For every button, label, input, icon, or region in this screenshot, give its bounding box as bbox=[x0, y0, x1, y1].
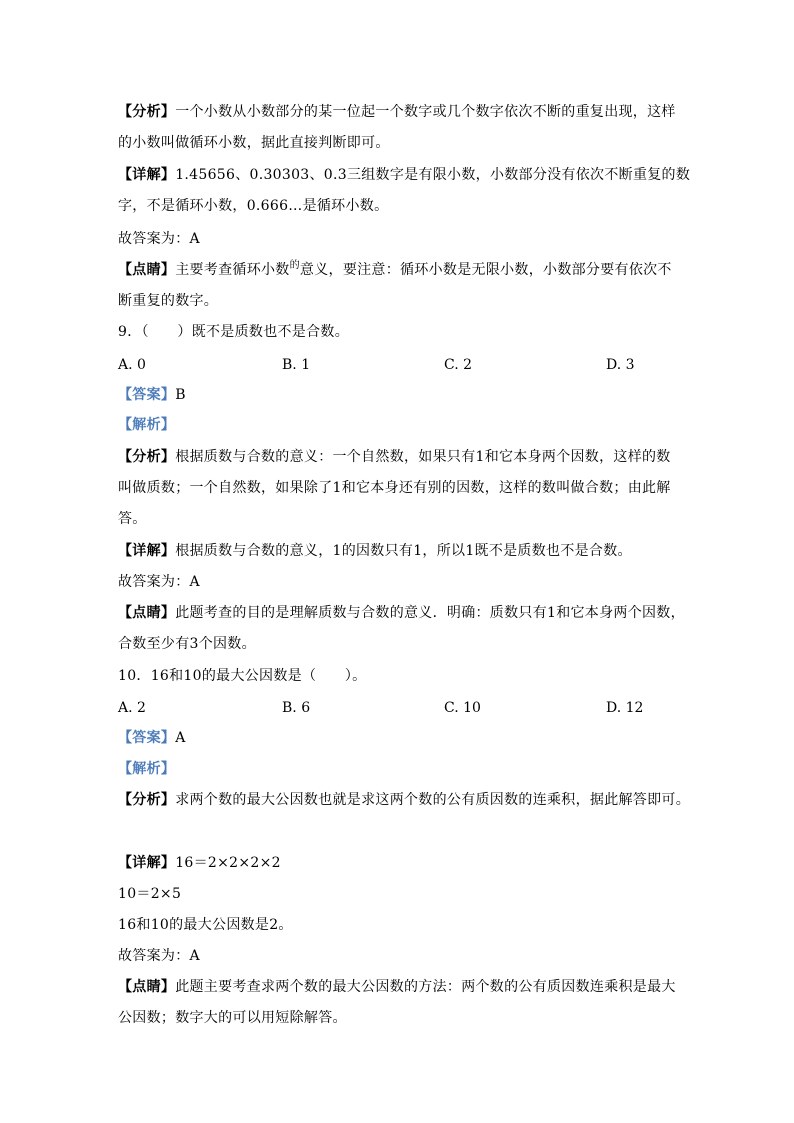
q8-analysis-line2: 的小数叫做循环小数，据此直接判断即可。 bbox=[118, 135, 390, 151]
detail-tag: 【详解】 bbox=[118, 543, 176, 559]
analysis-tag: 【分析】 bbox=[118, 792, 176, 808]
q10-analysis-line1 bbox=[118, 790, 690, 810]
q8-comment-line2: 断重复的数字。 bbox=[118, 293, 219, 309]
q10-detail-line2: 10＝2×5 bbox=[118, 886, 182, 902]
answer-tag: 【答案】 bbox=[118, 730, 176, 746]
analysis-text: 求两个数的最大公因数也就是求这两个数的公有质因数的连乘积，据此解答即可。 bbox=[175, 792, 691, 808]
detail-tag: 【详解】 bbox=[118, 855, 176, 871]
detail-text: 1.45656、0.30303、0.3三组数字是有限小数，小数部分没有依次不断重复的数 bbox=[175, 167, 691, 183]
q10-comment-line2: 公因数；数字大的可以用短除解答。 bbox=[118, 1010, 347, 1026]
q10-option-d: D. 12 bbox=[606, 700, 644, 716]
q8-comment-line1 bbox=[118, 260, 672, 282]
q10-stem: 10．16和10的最大公因数是（ ）。 bbox=[118, 668, 367, 684]
q8-detail-line2: 字，不是循环小数，0.666…是循环小数。 bbox=[118, 198, 389, 214]
q9-analysis-line3: 答。 bbox=[118, 511, 147, 527]
comment-superscript: 的 bbox=[289, 260, 300, 271]
analysis-tag: 【分析】 bbox=[118, 104, 176, 120]
answer-tag: 【答案】 bbox=[118, 387, 176, 403]
detail-text: 16＝2×2×2×2 bbox=[175, 855, 281, 871]
comment-tag: 【点睛】 bbox=[118, 605, 176, 621]
comment-text-a: 主要考查循环小数 bbox=[175, 262, 290, 278]
answer-value: B bbox=[175, 387, 186, 403]
q9-option-d: D. 3 bbox=[606, 357, 635, 373]
q9-option-a: A. 0 bbox=[118, 357, 146, 373]
analysis-text: 一个小数从小数部分的某一位起一个数字或几个数字依次不断的重复出现，这样 bbox=[175, 104, 676, 120]
comment-text-b: 意义，要注意：循环小数是无限小数，小数部分要有依次不 bbox=[299, 262, 672, 278]
q10-option-c: C. 10 bbox=[444, 700, 481, 716]
explain-tag: 【解析】 bbox=[118, 417, 176, 433]
q10-answer bbox=[118, 728, 186, 748]
explain-tag: 【解析】 bbox=[118, 761, 176, 777]
q8-detail-line1 bbox=[118, 165, 690, 185]
detail-tag: 【详解】 bbox=[118, 167, 176, 183]
analysis-tag: 【分析】 bbox=[118, 449, 176, 465]
comment-text: 此题主要考查求两个数的最大公因数的方法：两个数的公有质因数连乘积是最大 bbox=[175, 979, 676, 995]
q8-analysis-line1 bbox=[118, 102, 676, 122]
q10-final-answer: 故答案为：A bbox=[118, 948, 200, 964]
q10-option-b: B. 6 bbox=[282, 700, 311, 716]
q9-comment-line2: 合数至少有3个因数。 bbox=[118, 636, 256, 652]
q9-detail-line1 bbox=[118, 541, 632, 561]
q9-analysis-line1 bbox=[118, 447, 671, 467]
q9-stem: 9．（ ）既不是质数也不是合数。 bbox=[118, 324, 350, 340]
comment-tag: 【点睛】 bbox=[118, 262, 176, 278]
comment-text: 此题考查的目的是理解质数与合数的意义．明确：质数只有1和它本身两个因数， bbox=[175, 605, 685, 621]
q9-analysis-line2: 叫做质数；一个自然数，如果除了1和它本身还有别的因数，这样的数叫做合数；由此解 bbox=[118, 480, 671, 496]
q9-final-answer: 故答案为：A bbox=[118, 574, 200, 590]
analysis-text: 根据质数与合数的意义：一个自然数，如果只有1和它本身两个因数，这样的数 bbox=[175, 449, 671, 465]
q9-explain-heading bbox=[118, 415, 175, 435]
q8-answer-line: 故答案为：A bbox=[118, 231, 200, 247]
detail-text: 根据质数与合数的意义，1的因数只有1，所以1既不是质数也不是合数。 bbox=[175, 543, 632, 559]
q10-option-a: A. 2 bbox=[118, 700, 146, 716]
comment-tag: 【点睛】 bbox=[118, 979, 176, 995]
q10-comment-line1 bbox=[118, 977, 676, 997]
q9-option-c: C. 2 bbox=[444, 357, 473, 373]
answer-value: A bbox=[175, 730, 186, 746]
q10-explain-heading bbox=[118, 759, 175, 779]
q10-detail-line3: 16和10的最大公因数是2。 bbox=[118, 917, 293, 933]
q9-option-b: B. 1 bbox=[282, 357, 311, 373]
q10-detail-line1 bbox=[118, 853, 281, 873]
q9-answer bbox=[118, 385, 186, 405]
q9-comment-line1 bbox=[118, 603, 685, 623]
